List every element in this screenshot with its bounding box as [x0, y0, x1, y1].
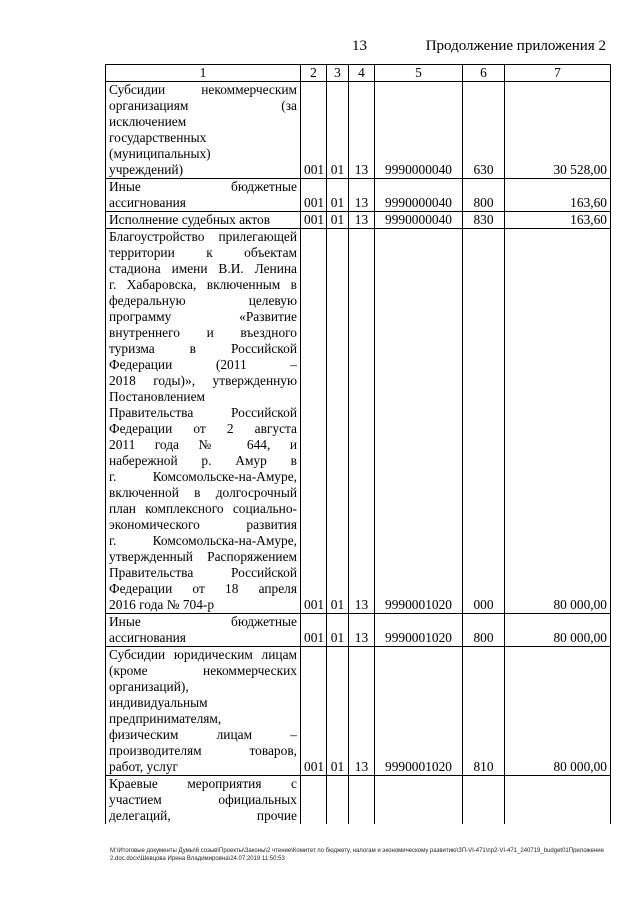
table-row [106, 212, 611, 229]
code-expense-type-cell: 800 [463, 614, 505, 647]
row-label-line: программу «Развитие [109, 309, 297, 324]
empty-cell [349, 776, 375, 825]
code-admin-cell: 001 [301, 614, 327, 647]
code-target-cell: 9990001020 [375, 614, 463, 647]
row-label-line: работ, услуг [109, 759, 179, 774]
row-label-line: Иные бюджетные [109, 614, 297, 629]
code-admin-cell: 001 [301, 229, 327, 614]
empty-cell [301, 776, 327, 825]
code-target-cell: 9990001020 [375, 229, 463, 614]
row-label [106, 212, 301, 229]
row-label-line: учреждений) [109, 162, 184, 177]
code-section-cell: 01 [327, 229, 349, 614]
row-label-line: Благоустройство прилегающей [109, 229, 297, 244]
row-label-line: Федерации (2011 – [109, 357, 297, 372]
code-subsection-cell: 13 [349, 179, 375, 212]
page-number: 13 [352, 38, 367, 54]
amount-cell: 163,60 [505, 179, 611, 212]
file-path-footer: M:\Итоговые документы Думы\6 созыв\Проекты\Законы\2 чтение\Комитет по бюджету, налогам и экономическому развитию\ЗП-VI-471\пр2-VI-471_240719_budget01Приложение 2.doc.docx\Шевцова Ирина Владимировна\24.07.2019 11:50:53 [110, 848, 604, 862]
row-label-line: территории к объектам [109, 245, 297, 260]
code-target-cell: 9990000040 [375, 179, 463, 212]
row-label-line: Правительства Российской [109, 565, 297, 580]
row-label-line: г. Комсомольске-на-Амуре, [109, 469, 297, 484]
row-label-line: предпринимателям, [109, 711, 222, 726]
row-label [106, 776, 301, 825]
code-admin-cell: 001 [301, 82, 327, 179]
row-label-line: экономического развития [109, 517, 297, 532]
code-section-cell: 01 [327, 179, 349, 212]
budget-table [105, 64, 611, 824]
row-label-line: Постановлением [109, 389, 205, 404]
row-label-line: Краевые мероприятия с [109, 776, 297, 791]
code-expense-type-cell: 810 [463, 647, 505, 776]
empty-cell [505, 776, 611, 825]
code-target-cell: 9990000040 [375, 82, 463, 179]
row-label-line: (кроме некоммерческих [109, 663, 297, 678]
row-label [106, 82, 301, 179]
row-label-line: туризма в Российской [109, 341, 297, 356]
column-header: 1 [106, 65, 301, 82]
table-row [106, 229, 611, 614]
column-header: 4 [349, 65, 375, 82]
column-header: 2 [301, 65, 327, 82]
column-header: 7 [505, 65, 611, 82]
row-label-line: Субсидии юридическим лицам [109, 647, 297, 662]
row-label-line: набережной р. Амур в [109, 453, 297, 468]
row-label-line: индивидуальным [109, 695, 208, 710]
column-header: 6 [463, 65, 505, 82]
row-label-line: Правительства Российской [109, 405, 297, 420]
row-label-line: Федерации от 18 апреля [109, 581, 297, 596]
row-label-line: план комплексного социально- [109, 501, 297, 516]
code-subsection-cell: 13 [349, 82, 375, 179]
code-expense-type-cell: 630 [463, 82, 505, 179]
code-admin-cell: 001 [301, 647, 327, 776]
row-label-line: организациям (за [109, 98, 297, 113]
amount-cell: 80 000,00 [505, 647, 611, 776]
amount-cell: 30 528,00 [505, 82, 611, 179]
row-label [106, 614, 301, 647]
row-label-line: Федерации от 2 августа [109, 421, 297, 436]
row-label-line: г. Комсомольска-на-Амуре, [109, 533, 297, 548]
column-header: 3 [327, 65, 349, 82]
row-label-line: государственных [109, 130, 207, 145]
table-header-row [106, 65, 611, 82]
row-label-line: г. Хабаровска, включенным в [109, 277, 297, 292]
code-subsection-cell: 13 [349, 229, 375, 614]
empty-cell [463, 776, 505, 825]
code-section-cell: 01 [327, 614, 349, 647]
empty-cell [375, 776, 463, 825]
code-admin-cell: 001 [301, 212, 327, 229]
row-label-line: физическим лицам – [109, 727, 297, 742]
row-label-line: ассигнования [109, 630, 186, 645]
table-row [106, 647, 611, 776]
amount-cell: 80 000,00 [505, 229, 611, 614]
row-label-line: утвержденный Распоряжением [109, 549, 297, 564]
row-label-line: производителям товаров, [109, 743, 297, 758]
row-label-line: ассигнования [109, 195, 186, 210]
row-label-line: организаций), [109, 679, 189, 694]
code-admin-cell: 001 [301, 179, 327, 212]
row-label [106, 229, 301, 614]
code-expense-type-cell: 800 [463, 179, 505, 212]
amount-cell: 80 000,00 [505, 614, 611, 647]
row-label [106, 179, 301, 212]
row-label-line: внутреннего и въездного [109, 325, 297, 340]
code-section-cell: 01 [327, 212, 349, 229]
empty-cell [327, 776, 349, 825]
row-label [106, 647, 301, 776]
code-expense-type-cell: 830 [463, 212, 505, 229]
row-label-line: 2011 года № 644, и [109, 437, 297, 452]
row-label-line: Иные бюджетные [109, 179, 297, 194]
row-label-line: делегаций, прочие [109, 808, 297, 823]
row-label-line: Исполнение судебных актов [109, 212, 271, 227]
code-section-cell: 01 [327, 82, 349, 179]
code-subsection-cell: 13 [349, 212, 375, 229]
table-row-continued [106, 776, 611, 825]
code-subsection-cell: 13 [349, 647, 375, 776]
table-row [106, 614, 611, 647]
code-target-cell: 9990000040 [375, 212, 463, 229]
table-row [106, 179, 611, 212]
code-section-cell: 01 [327, 647, 349, 776]
row-label-line: 2016 года № 704-р [109, 597, 215, 612]
code-expense-type-cell: 000 [463, 229, 505, 614]
row-label-line: федеральную целевую [109, 293, 297, 308]
table-row [106, 82, 611, 179]
row-label-line: (муниципальных) [109, 146, 211, 161]
row-label-line: стадиона имени В.И. Ленина [109, 261, 297, 276]
code-target-cell: 9990001020 [375, 647, 463, 776]
continuation-title: Продолжение приложения 2 [425, 38, 606, 54]
row-label-line: участием официальных [109, 792, 297, 807]
column-header: 5 [375, 65, 463, 82]
row-label-line: исключением [109, 114, 187, 129]
row-label-line: включенной в долгосрочный [109, 485, 297, 500]
row-label-line: 2018 годы)», утвержденную [109, 373, 297, 388]
row-label-line: Субсидии некоммерческим [109, 82, 297, 97]
amount-cell: 163,60 [505, 212, 611, 229]
code-subsection-cell: 13 [349, 614, 375, 647]
